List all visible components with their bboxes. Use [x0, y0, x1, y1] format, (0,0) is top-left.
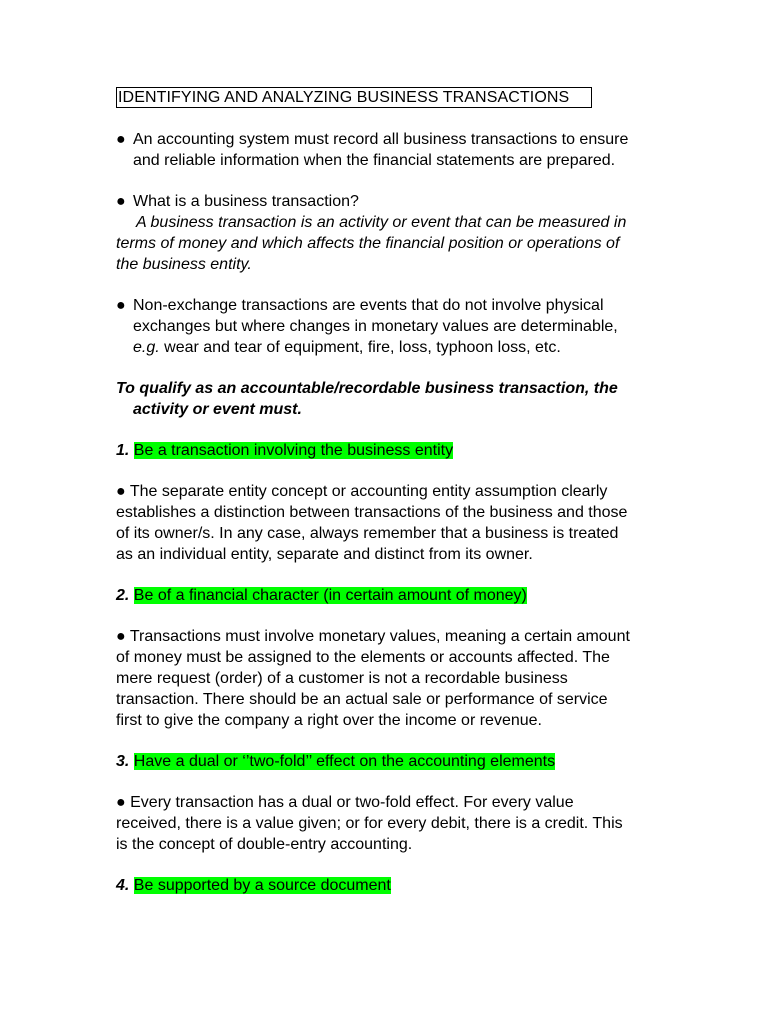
criterion-text: The separate entity concept or accounting entity assumption clearly: [129, 483, 608, 500]
criterion-body-3: [116, 792, 656, 855]
criterion-heading-3: [116, 751, 656, 772]
qualify-line: activity or event must.: [133, 401, 302, 418]
qualify-line: To qualify as an accountable/recordable business transaction, the: [116, 380, 618, 397]
bullet-accounting-system: [116, 129, 656, 171]
bullet-non-exchange: [116, 295, 656, 358]
criterion-highlight: Be supported by a source document: [133, 877, 391, 894]
eg-text: wear and tear of equipment, fire, loss, typhoon loss, etc.: [159, 339, 561, 356]
criterion-number: 1.: [116, 442, 130, 459]
bullet-what-is-transaction: [116, 191, 656, 212]
criterion-text: Every transaction has a dual or two-fold effect. For every value: [130, 794, 574, 811]
criterion-heading-4: [116, 875, 656, 896]
bullet-icon: ●: [116, 628, 126, 645]
bullet-icon: ●: [116, 297, 126, 314]
criterion-heading-1: [116, 440, 656, 461]
eg-abbrev: e.g.: [133, 339, 160, 356]
criterion-text-line: of money must be assigned to the elements or accounts affected. The: [116, 649, 610, 666]
criterion-number: 4.: [116, 877, 130, 894]
qualify-heading: [116, 378, 656, 420]
bullet-icon: ●: [116, 794, 126, 811]
criterion-text-line: establishes a distinction between transactions of the business and those: [116, 504, 628, 521]
bullet-text-line: An accounting system must record all business transactions to ensure: [133, 131, 629, 148]
criterion-text-line: received, there is a value given; or for every debit, there is a credit. This: [116, 815, 623, 832]
criterion-text-line: [116, 626, 656, 647]
criterion-text-line: as an individual entity, separate and distinct from its owner.: [116, 546, 533, 563]
bullet-text-line: Non-exchange transactions are events that do not involve physical: [133, 297, 604, 314]
bullet-text-line: What is a business transaction?: [133, 193, 359, 210]
document-title: IDENTIFYING AND ANALYZING BUSINESS TRANSACTIONS: [116, 87, 592, 108]
criterion-number: 3.: [116, 753, 130, 770]
criterion-highlight: Be of a financial character (in certain amount of money): [133, 587, 527, 604]
criterion-body-1: [116, 481, 656, 565]
criterion-text-line: transaction. There should be an actual sale or performance of service: [116, 691, 608, 708]
criterion-body-2: [116, 626, 656, 731]
document-page: [116, 87, 656, 896]
definition-line: the business entity.: [116, 256, 252, 273]
bullet-text-line: and reliable information when the financial statements are prepared.: [133, 152, 616, 169]
criterion-number: 2.: [116, 587, 130, 604]
criterion-highlight: Be a transaction involving the business entity: [133, 442, 454, 459]
bullet-icon: ●: [116, 193, 126, 210]
criterion-text-line: mere request (order) of a customer is not a recordable business: [116, 670, 568, 687]
criterion-text-line: of its owner/s. In any case, always remember that a business is treated: [116, 525, 619, 542]
definition-paragraph: [116, 212, 656, 275]
bullet-icon: ●: [116, 483, 126, 500]
bullet-text-line: [133, 337, 656, 358]
bullet-text-line: exchanges but where changes in monetary values are determinable,: [133, 318, 618, 335]
criterion-heading-2: [116, 585, 656, 606]
criterion-highlight: Have a dual or ‘’two-fold’’ effect on the accounting elements: [133, 753, 556, 770]
bullet-icon: ●: [116, 131, 126, 148]
definition-line: A business transaction is an activity or event that can be measured in: [136, 214, 627, 231]
criterion-text-line: [116, 792, 656, 813]
criterion-text-line: is the concept of double-entry accounting.: [116, 836, 413, 853]
definition-line: terms of money and which affects the financial position or operations of: [116, 235, 620, 252]
criterion-text-line: [116, 481, 656, 502]
criterion-text: Transactions must involve monetary values, meaning a certain amount: [129, 628, 630, 645]
criterion-text-line: first to give the company a right over the income or revenue.: [116, 712, 542, 729]
